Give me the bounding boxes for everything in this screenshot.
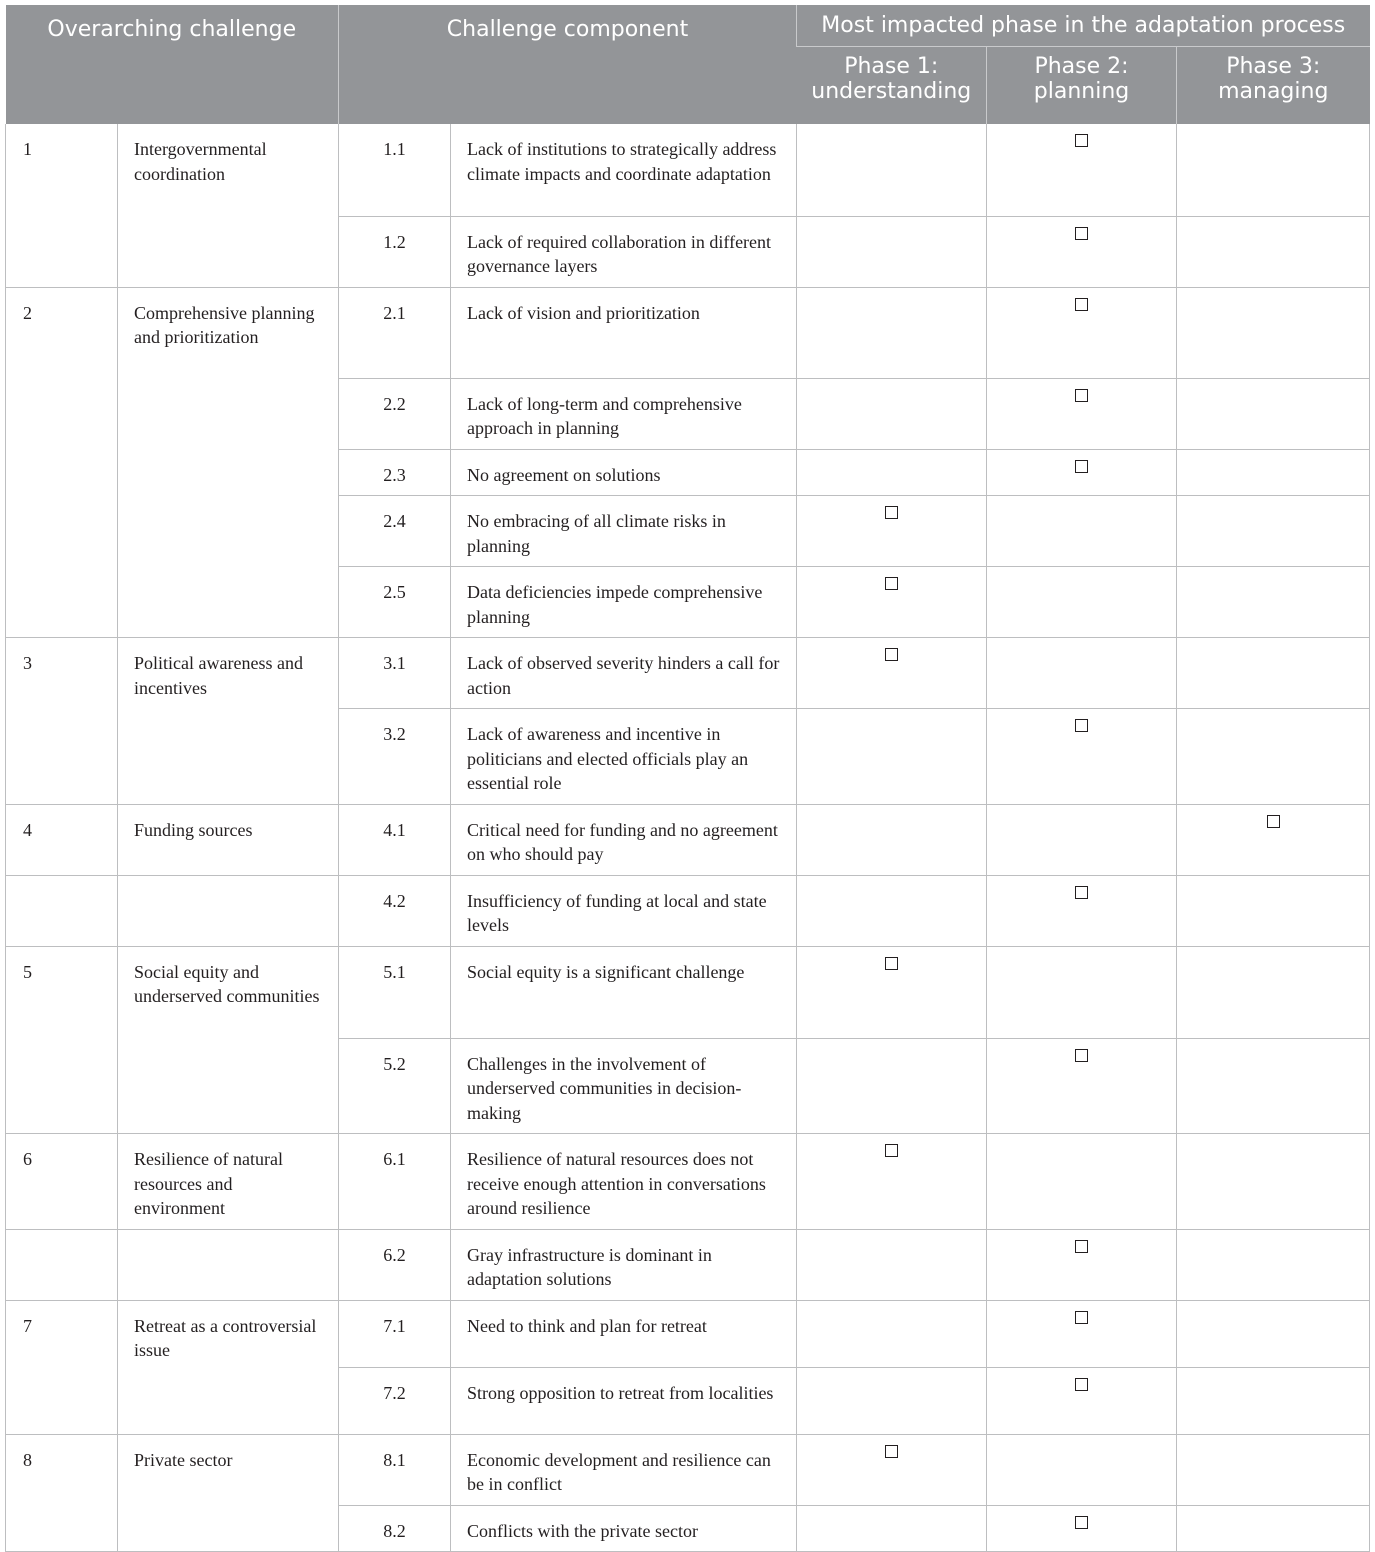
phase-1-cell bbox=[797, 1367, 987, 1434]
phase-1-cell bbox=[797, 1434, 987, 1505]
phase-1-cell bbox=[797, 378, 987, 449]
component-number: 3.2 bbox=[339, 709, 451, 805]
challenge-number: 1 bbox=[6, 124, 118, 287]
component-number: 1.1 bbox=[339, 124, 451, 216]
component-number: 6.2 bbox=[339, 1229, 451, 1300]
component-text: Economic development and resilience can be in conflict bbox=[451, 1434, 797, 1505]
phase-2-cell bbox=[987, 1505, 1177, 1552]
component-text: Data deficiencies impede comprehensive planning bbox=[451, 567, 797, 638]
checkbox-icon bbox=[1075, 719, 1088, 732]
phase-1-cell bbox=[797, 709, 987, 805]
component-text: Need to think and plan for retreat bbox=[451, 1300, 797, 1367]
challenge-number: 2 bbox=[6, 287, 118, 638]
phase-3-cell bbox=[1177, 496, 1370, 567]
phase-3-cell bbox=[1177, 378, 1370, 449]
checkbox-icon bbox=[1075, 227, 1088, 240]
challenge-title: Funding sources bbox=[118, 804, 339, 875]
phase-2-cell bbox=[987, 638, 1177, 709]
component-text: Lack of required collaboration in different governance layers bbox=[451, 216, 797, 287]
component-number: 2.1 bbox=[339, 287, 451, 378]
checkbox-icon bbox=[885, 957, 898, 970]
table-row bbox=[6, 804, 1370, 875]
phase-2-cell bbox=[987, 287, 1177, 378]
phase-1-cell bbox=[797, 216, 987, 287]
phase-2-cell bbox=[987, 946, 1177, 1038]
table-row bbox=[6, 638, 1370, 709]
checkbox-icon bbox=[885, 1144, 898, 1157]
component-number: 2.3 bbox=[339, 449, 451, 496]
component-text: Lack of institutions to strategically address climate impacts and coordinate adaptation bbox=[451, 124, 797, 216]
phase-1-cell bbox=[797, 496, 987, 567]
header-phase-3-number: Phase 3: bbox=[1226, 54, 1321, 79]
component-number: 3.1 bbox=[339, 638, 451, 709]
checkbox-icon bbox=[1075, 886, 1088, 899]
challenge-title bbox=[118, 1229, 339, 1300]
challenge-title: Social equity and underserved communities bbox=[118, 946, 339, 1134]
component-text: Lack of observed severity hinders a call for action bbox=[451, 638, 797, 709]
challenge-number: 4 bbox=[6, 804, 118, 875]
phase-3-cell bbox=[1177, 567, 1370, 638]
phase-1-cell bbox=[797, 1134, 987, 1230]
checkbox-icon bbox=[1075, 134, 1088, 147]
header-phase-3 bbox=[1177, 47, 1370, 125]
phase-2-cell bbox=[987, 1434, 1177, 1505]
phase-3-cell bbox=[1177, 875, 1370, 946]
header-phase-1-number: Phase 1: bbox=[844, 54, 939, 79]
component-text: Lack of awareness and incentive in politicians and elected officials play an essential role bbox=[451, 709, 797, 805]
phase-1-cell bbox=[797, 804, 987, 875]
phase-3-cell bbox=[1177, 216, 1370, 287]
phase-1-cell bbox=[797, 567, 987, 638]
phase-3-cell bbox=[1177, 1300, 1370, 1367]
header-challenge-component: Challenge component bbox=[339, 5, 797, 124]
phase-3-cell bbox=[1177, 638, 1370, 709]
phase-2-cell bbox=[987, 1300, 1177, 1367]
phase-2-cell bbox=[987, 216, 1177, 287]
challenge-title: Retreat as a controversial issue bbox=[118, 1300, 339, 1434]
phase-3-cell bbox=[1177, 449, 1370, 496]
challenge-number: 8 bbox=[6, 1434, 118, 1552]
table-row bbox=[6, 1300, 1370, 1367]
component-text: Lack of vision and prioritization bbox=[451, 287, 797, 378]
phase-1-cell bbox=[797, 124, 987, 216]
component-number: 2.2 bbox=[339, 378, 451, 449]
challenge-number: 6 bbox=[6, 1134, 118, 1230]
challenge-number: 3 bbox=[6, 638, 118, 805]
checkbox-icon bbox=[1075, 1516, 1088, 1529]
phase-2-cell bbox=[987, 875, 1177, 946]
header-phase-1-label: understanding bbox=[811, 79, 972, 104]
phase-1-cell bbox=[797, 1505, 987, 1552]
phase-2-cell bbox=[987, 378, 1177, 449]
phase-2-cell bbox=[987, 804, 1177, 875]
component-text: Critical need for funding and no agreement on who should pay bbox=[451, 804, 797, 875]
component-number: 7.1 bbox=[339, 1300, 451, 1367]
component-text: Strong opposition to retreat from localities bbox=[451, 1367, 797, 1434]
phase-3-cell bbox=[1177, 1505, 1370, 1552]
component-number: 8.2 bbox=[339, 1505, 451, 1552]
table-row bbox=[6, 875, 1370, 946]
header-phase-2-label: planning bbox=[1033, 79, 1130, 104]
table-row bbox=[6, 946, 1370, 1038]
challenge-title: Private sector bbox=[118, 1434, 339, 1552]
phase-3-cell bbox=[1177, 124, 1370, 216]
phase-2-cell bbox=[987, 496, 1177, 567]
component-number: 5.1 bbox=[339, 946, 451, 1038]
checkbox-icon bbox=[885, 1445, 898, 1458]
table-body bbox=[6, 124, 1370, 1552]
checkbox-icon bbox=[1267, 815, 1280, 828]
component-text: Gray infrastructure is dominant in adaptation solutions bbox=[451, 1229, 797, 1300]
header-phase-3-label: managing bbox=[1218, 79, 1329, 104]
component-number: 1.2 bbox=[339, 216, 451, 287]
phase-1-cell bbox=[797, 875, 987, 946]
challenge-title: Intergovernmental coordination bbox=[118, 124, 339, 287]
challenge-number bbox=[6, 875, 118, 946]
component-text: No embracing of all climate risks in planning bbox=[451, 496, 797, 567]
checkbox-icon bbox=[885, 577, 898, 590]
phase-2-cell bbox=[987, 1229, 1177, 1300]
component-number: 4.2 bbox=[339, 875, 451, 946]
phase-1-cell bbox=[797, 1300, 987, 1367]
header-phase-2 bbox=[987, 47, 1177, 125]
header-phase-2-number: Phase 2: bbox=[1034, 54, 1129, 79]
phase-2-cell bbox=[987, 1038, 1177, 1134]
table-row bbox=[6, 1229, 1370, 1300]
checkbox-icon bbox=[1075, 460, 1088, 473]
phase-3-cell bbox=[1177, 1038, 1370, 1134]
component-text: Lack of long-term and comprehensive approach in planning bbox=[451, 378, 797, 449]
header-overarching-challenge: Overarching challenge bbox=[6, 5, 339, 124]
phase-1-cell bbox=[797, 638, 987, 709]
phase-1-cell bbox=[797, 1038, 987, 1134]
checkbox-icon bbox=[885, 648, 898, 661]
phase-3-cell bbox=[1177, 804, 1370, 875]
phase-1-cell bbox=[797, 287, 987, 378]
phase-3-cell bbox=[1177, 1134, 1370, 1230]
table-row bbox=[6, 124, 1370, 216]
component-text: Resilience of natural resources does not receive enough attention in conversations around resilience bbox=[451, 1134, 797, 1230]
table-row bbox=[6, 1434, 1370, 1505]
header-impacted-phase: Most impacted phase in the adaptation process bbox=[797, 5, 1370, 47]
phase-2-cell bbox=[987, 709, 1177, 805]
component-number: 5.2 bbox=[339, 1038, 451, 1134]
phase-2-cell bbox=[987, 567, 1177, 638]
challenges-table bbox=[5, 5, 1370, 1552]
header-phase-1 bbox=[797, 47, 987, 125]
checkbox-icon bbox=[1075, 1049, 1088, 1062]
checkbox-icon bbox=[1075, 298, 1088, 311]
component-number: 2.5 bbox=[339, 567, 451, 638]
component-text: Conflicts with the private sector bbox=[451, 1505, 797, 1552]
phase-2-cell bbox=[987, 1367, 1177, 1434]
table-row bbox=[6, 1134, 1370, 1230]
component-text: Insufficiency of funding at local and state levels bbox=[451, 875, 797, 946]
phase-2-cell bbox=[987, 1134, 1177, 1230]
phase-3-cell bbox=[1177, 1229, 1370, 1300]
phase-3-cell bbox=[1177, 946, 1370, 1038]
checkbox-icon bbox=[1075, 389, 1088, 402]
table-row bbox=[6, 287, 1370, 378]
challenge-number: 7 bbox=[6, 1300, 118, 1434]
checkbox-icon bbox=[1075, 1311, 1088, 1324]
challenge-title: Comprehensive planning and prioritization bbox=[118, 287, 339, 638]
phase-3-cell bbox=[1177, 709, 1370, 805]
challenge-number: 5 bbox=[6, 946, 118, 1134]
phase-3-cell bbox=[1177, 1367, 1370, 1434]
component-number: 7.2 bbox=[339, 1367, 451, 1434]
checkbox-icon bbox=[1075, 1378, 1088, 1391]
phase-2-cell bbox=[987, 124, 1177, 216]
component-number: 8.1 bbox=[339, 1434, 451, 1505]
component-number: 6.1 bbox=[339, 1134, 451, 1230]
component-text: No agreement on solutions bbox=[451, 449, 797, 496]
phase-1-cell bbox=[797, 946, 987, 1038]
checkbox-icon bbox=[885, 506, 898, 519]
phase-3-cell bbox=[1177, 1434, 1370, 1505]
component-text: Challenges in the involvement of underserved communities in decision-making bbox=[451, 1038, 797, 1134]
phase-1-cell bbox=[797, 1229, 987, 1300]
challenge-number bbox=[6, 1229, 118, 1300]
component-text: Social equity is a significant challenge bbox=[451, 946, 797, 1038]
component-number: 4.1 bbox=[339, 804, 451, 875]
checkbox-icon bbox=[1075, 1240, 1088, 1253]
challenge-title bbox=[118, 875, 339, 946]
table-header bbox=[6, 5, 1370, 124]
challenge-title: Resilience of natural resources and environment bbox=[118, 1134, 339, 1230]
challenge-title: Political awareness and incentives bbox=[118, 638, 339, 805]
phase-3-cell bbox=[1177, 287, 1370, 378]
component-number: 2.4 bbox=[339, 496, 451, 567]
phase-2-cell bbox=[987, 449, 1177, 496]
phase-1-cell bbox=[797, 449, 987, 496]
